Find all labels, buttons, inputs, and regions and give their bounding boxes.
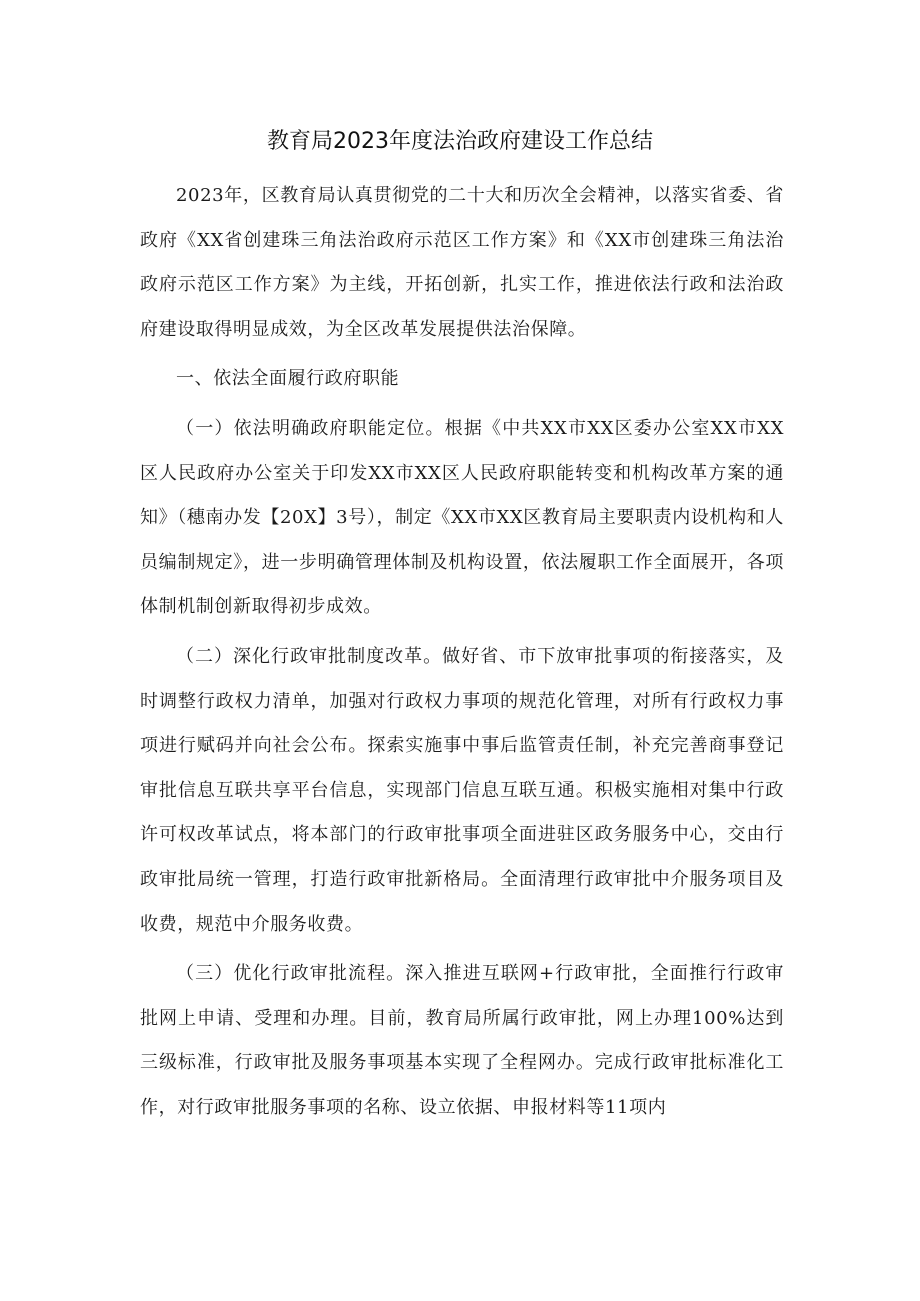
paragraph-section-1-2: （二）深化行政审批制度改革。做好省、市下放审批事项的衔接落实，及时调整行政权力清单，加强对行政权力事项的规范化管理，对所有行政权力事项进行赋码并向社会公布。探索实施事中事后监管责任制，补充完善商事登记审批信息互联共享平台信息，实现部门信息互联互通。积极实施相对集中行政许可权改革试点，将本部门的行政审批事项全面进驻区政务服务中心，交由行政审批局统一管理，打造行政审批新格局。全面清理行政审批中介服务项目及收费，规范中介服务收费。 [140,645,784,935]
section-heading-1: 一、依法全面履行政府职能 [176,368,400,390]
paragraph-intro: 2023年，区教育局认真贯彻党的二十大和历次全会精神，以落实省委、省政府《XX省创建珠三角法治政府示范区工作方案》和《XX市创建珠三角法治政府示范区工作方案》为主线，开拓创新，扎实工作，推进依法行政和法治政府建设取得明显成效，为全区改革发展提供法治保障。 [140,185,784,340]
paragraph-section-1-3: （三）优化行政审批流程。深入推进互联网+行政审批，全面推行行政审批网上申请、受理和办理。目前，教育局所属行政审批，网上办理100%达到三级标准，行政审批及服务事项基本实现了全程网办。完成行政审批标准化工作，对行政审批服务事项的名称、设立依据、申报材料等11项内 [140,963,784,1118]
paragraph-section-1-1: （一）依法明确政府职能定位。根据《中共XX市XX区委办公室XX市XX区人民政府办公室关于印发XX市XX区人民政府职能转变和机构改革方案的通知》（穗南办发【20X】3号），制定《XX市XX区教育局主要职责内设机构和人员编制规定》，进一步明确管理体制及机构设置，依法履职工作全面展开，各项体制机制创新取得初步成效。 [140,417,784,618]
document-title: 教育局2023年度法治政府建设工作总结 [267,129,653,154]
document-body [140,174,784,1130]
